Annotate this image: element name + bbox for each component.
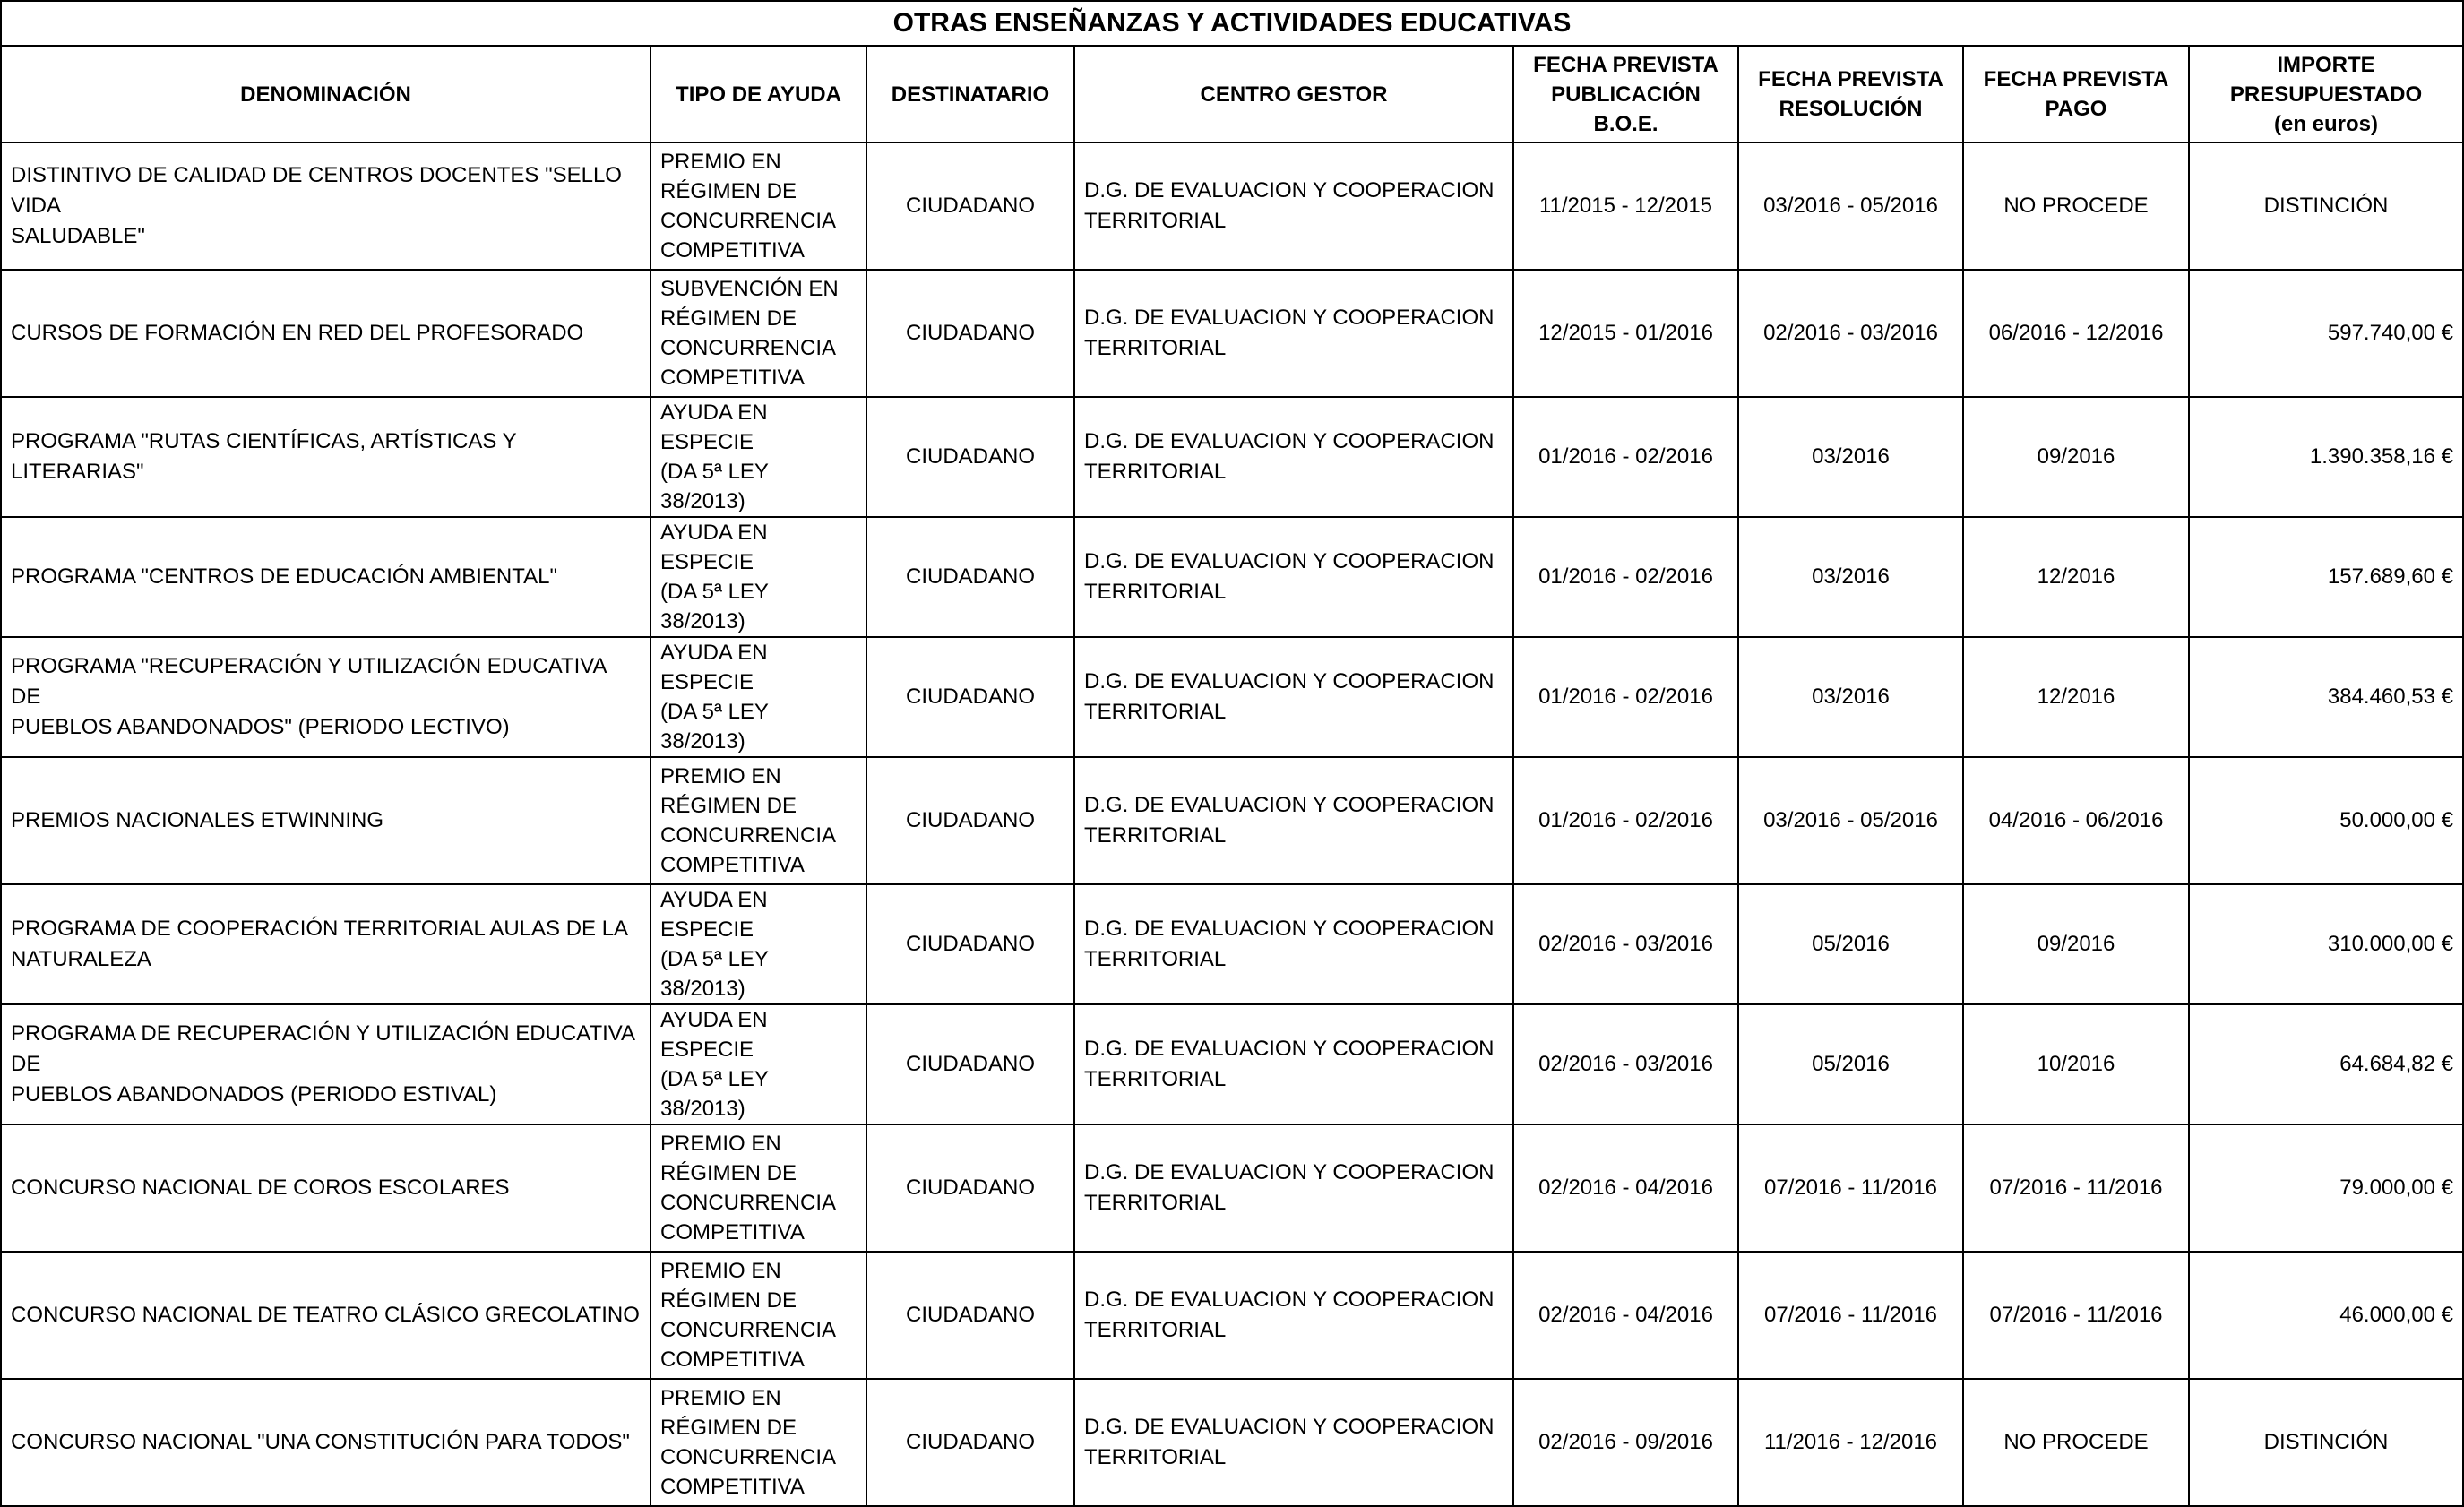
- cell-centro-gestor: [1074, 1252, 1513, 1379]
- header-importe: [2189, 46, 2463, 142]
- cell-fecha-resolucion: 07/2016 - 11/2016: [1738, 1252, 1963, 1379]
- header-denominacion: DENOMINACIÓN: [1, 46, 650, 142]
- cell-fecha-resolucion: 03/2016 - 05/2016: [1738, 757, 1963, 884]
- cell-importe: 597.740,00 €: [2189, 270, 2463, 397]
- cell-tipo-ayuda-line: RÉGIMEN DE: [660, 306, 797, 331]
- cell-tipo-ayuda-line: COMPETITIVA: [660, 1475, 805, 1499]
- cell-centro-gestor-line: TERRITORIAL: [1084, 947, 1227, 971]
- cell-fecha-resolucion: 05/2016: [1738, 1004, 1963, 1124]
- cell-centro-gestor-line: TERRITORIAL: [1084, 1067, 1227, 1091]
- cell-centro-gestor-line: D.G. DE EVALUACION Y COOPERACION: [1084, 917, 1495, 941]
- cell-fecha-pago: 06/2016 - 12/2016: [1963, 270, 2189, 397]
- cell-tipo-ayuda-line: AYUDA EN ESPECIE: [660, 888, 768, 942]
- cell-destinatario: CIUDADANO: [866, 637, 1074, 757]
- cell-fecha-boe: 01/2016 - 02/2016: [1513, 637, 1738, 757]
- cell-importe: 79.000,00 €: [2189, 1124, 2463, 1252]
- cell-tipo-ayuda-line: CONCURRENCIA: [660, 1191, 837, 1215]
- cell-denominacion-line: SALUDABLE": [11, 224, 145, 248]
- cell-tipo-ayuda-line: (DA 5ª LEY: [660, 1067, 769, 1091]
- header-destinatario: DESTINATARIO: [866, 46, 1074, 142]
- cell-denominacion-line: PUEBLOS ABANDONADOS (PERIODO ESTIVAL): [11, 1082, 497, 1107]
- cell-fecha-resolucion: 03/2016: [1738, 397, 1963, 517]
- cell-tipo-ayuda-line: PREMIO EN: [660, 1386, 781, 1410]
- cell-destinatario: CIUDADANO: [866, 517, 1074, 637]
- cell-fecha-boe: 02/2016 - 03/2016: [1513, 884, 1738, 1004]
- cell-fecha-boe: 02/2016 - 04/2016: [1513, 1252, 1738, 1379]
- header-line: PAGO: [2045, 97, 2107, 121]
- cell-centro-gestor-line: TERRITORIAL: [1084, 460, 1227, 484]
- table-row: [1, 142, 2463, 270]
- cell-destinatario: CIUDADANO: [866, 1252, 1074, 1379]
- cell-centro-gestor-line: TERRITORIAL: [1084, 700, 1227, 724]
- cell-denominacion-line: DISTINTIVO DE CALIDAD DE CENTROS DOCENTES "SELLO VIDA: [11, 163, 622, 218]
- cell-tipo-ayuda-line: COMPETITIVA: [660, 1348, 805, 1372]
- cell-fecha-resolucion: 02/2016 - 03/2016: [1738, 270, 1963, 397]
- table-body: [1, 142, 2463, 1506]
- cell-tipo-ayuda: [650, 142, 866, 270]
- table-row: [1, 1379, 2463, 1506]
- cell-denominacion: [1, 1379, 650, 1506]
- header-line: RESOLUCIÓN: [1779, 97, 1923, 121]
- cell-destinatario: CIUDADANO: [866, 1004, 1074, 1124]
- header-line: PUBLICACIÓN: [1551, 82, 1701, 107]
- cell-tipo-ayuda: [650, 884, 866, 1004]
- cell-fecha-pago: 07/2016 - 11/2016: [1963, 1124, 2189, 1252]
- cell-tipo-ayuda-line: (DA 5ª LEY: [660, 700, 769, 724]
- cell-denominacion-line: PROGRAMA "RECUPERACIÓN Y UTILIZACIÓN EDUCATIVA DE: [11, 654, 607, 709]
- cell-tipo-ayuda-line: COMPETITIVA: [660, 366, 805, 390]
- cell-denominacion-line: CONCURSO NACIONAL DE COROS ESCOLARES: [11, 1175, 510, 1200]
- header-line: FECHA PREVISTA: [1758, 67, 1943, 91]
- cell-importe: 384.460,53 €: [2189, 637, 2463, 757]
- cell-tipo-ayuda-line: PREMIO EN: [660, 1132, 781, 1156]
- cell-tipo-ayuda-line: PREMIO EN: [660, 764, 781, 788]
- cell-denominacion-line: PREMIOS NACIONALES ETWINNING: [11, 808, 384, 832]
- cell-centro-gestor: [1074, 1379, 1513, 1506]
- cell-tipo-ayuda: [650, 270, 866, 397]
- header-fecha-boe: [1513, 46, 1738, 142]
- cell-tipo-ayuda-line: CONCURRENCIA: [660, 1445, 837, 1469]
- cell-fecha-pago: 10/2016: [1963, 1004, 2189, 1124]
- table-row: [1, 884, 2463, 1004]
- cell-destinatario: CIUDADANO: [866, 270, 1074, 397]
- cell-tipo-ayuda-line: AYUDA EN ESPECIE: [660, 641, 768, 694]
- table-row: [1, 270, 2463, 397]
- cell-fecha-boe: 01/2016 - 02/2016: [1513, 517, 1738, 637]
- cell-denominacion-line: PROGRAMA DE RECUPERACIÓN Y UTILIZACIÓN EDUCATIVA DE: [11, 1021, 634, 1076]
- cell-fecha-boe: 02/2016 - 09/2016: [1513, 1379, 1738, 1506]
- cell-denominacion: [1, 1004, 650, 1124]
- cell-tipo-ayuda: [650, 1124, 866, 1252]
- cell-fecha-pago: 09/2016: [1963, 397, 2189, 517]
- table-row: [1, 757, 2463, 884]
- cell-denominacion-line: CONCURSO NACIONAL DE TEATRO CLÁSICO GRECOLATINO: [11, 1303, 640, 1327]
- cell-tipo-ayuda-line: (DA 5ª LEY: [660, 580, 769, 604]
- cell-tipo-ayuda: [650, 1252, 866, 1379]
- cell-centro-gestor-line: TERRITORIAL: [1084, 1191, 1227, 1215]
- header-fecha-resolucion: [1738, 46, 1963, 142]
- cell-fecha-resolucion: 05/2016: [1738, 884, 1963, 1004]
- table-row: [1, 1124, 2463, 1252]
- cell-denominacion-line: CONCURSO NACIONAL "UNA CONSTITUCIÓN PARA TODOS": [11, 1430, 630, 1454]
- cell-centro-gestor: [1074, 637, 1513, 757]
- cell-fecha-boe: 02/2016 - 03/2016: [1513, 1004, 1738, 1124]
- cell-destinatario: CIUDADANO: [866, 884, 1074, 1004]
- cell-tipo-ayuda-line: 38/2013): [660, 489, 745, 513]
- cell-tipo-ayuda-line: (DA 5ª LEY: [660, 947, 769, 971]
- cell-denominacion: [1, 397, 650, 517]
- cell-tipo-ayuda-line: AYUDA EN ESPECIE: [660, 521, 768, 574]
- cell-centro-gestor-line: TERRITORIAL: [1084, 209, 1227, 233]
- cell-destinatario: CIUDADANO: [866, 397, 1074, 517]
- cell-importe: 157.689,60 €: [2189, 517, 2463, 637]
- header-line: PRESUPUESTADO: [2229, 82, 2423, 107]
- cell-centro-gestor: [1074, 517, 1513, 637]
- cell-centro-gestor: [1074, 1124, 1513, 1252]
- cell-importe: 46.000,00 €: [2189, 1252, 2463, 1379]
- cell-centro-gestor-line: D.G. DE EVALUACION Y COOPERACION: [1084, 1287, 1495, 1312]
- header-line: (en euros): [2274, 111, 2379, 136]
- cell-tipo-ayuda-line: CONCURRENCIA: [660, 1318, 837, 1342]
- cell-centro-gestor: [1074, 884, 1513, 1004]
- cell-fecha-pago: 07/2016 - 11/2016: [1963, 1252, 2189, 1379]
- cell-denominacion: [1, 517, 650, 637]
- cell-tipo-ayuda-line: 38/2013): [660, 977, 745, 1001]
- cell-centro-gestor-line: D.G. DE EVALUACION Y COOPERACION: [1084, 429, 1495, 453]
- table-row: [1, 1004, 2463, 1124]
- table-row: [1, 397, 2463, 517]
- cell-tipo-ayuda-line: AYUDA EN ESPECIE: [660, 1008, 768, 1062]
- cell-fecha-pago: NO PROCEDE: [1963, 142, 2189, 270]
- cell-centro-gestor-line: D.G. DE EVALUACION Y COOPERACION: [1084, 669, 1495, 693]
- cell-tipo-ayuda-line: SUBVENCIÓN EN: [660, 277, 839, 301]
- cell-tipo-ayuda: [650, 1004, 866, 1124]
- header-fecha-pago: [1963, 46, 2189, 142]
- cell-tipo-ayuda-line: RÉGIMEN DE: [660, 1416, 797, 1440]
- cell-centro-gestor-line: D.G. DE EVALUACION Y COOPERACION: [1084, 178, 1495, 202]
- cell-denominacion-line: CURSOS DE FORMACIÓN EN RED DEL PROFESORADO: [11, 321, 584, 345]
- cell-tipo-ayuda: [650, 1379, 866, 1506]
- table-row: [1, 517, 2463, 637]
- cell-denominacion: [1, 637, 650, 757]
- cell-denominacion: [1, 884, 650, 1004]
- cell-centro-gestor: [1074, 270, 1513, 397]
- cell-centro-gestor-line: D.G. DE EVALUACION Y COOPERACION: [1084, 1415, 1495, 1439]
- header-line: FECHA PREVISTA: [1533, 52, 1719, 77]
- cell-fecha-pago: 09/2016: [1963, 884, 2189, 1004]
- header-tipo-ayuda: TIPO DE AYUDA: [650, 46, 866, 142]
- cell-fecha-resolucion: 03/2016: [1738, 637, 1963, 757]
- cell-centro-gestor-line: TERRITORIAL: [1084, 823, 1227, 848]
- cell-tipo-ayuda-line: RÉGIMEN DE: [660, 179, 797, 203]
- cell-tipo-ayuda-line: CONCURRENCIA: [660, 823, 837, 848]
- cell-tipo-ayuda-line: COMPETITIVA: [660, 853, 805, 877]
- header-centro-gestor: CENTRO GESTOR: [1074, 46, 1513, 142]
- cell-tipo-ayuda-line: AYUDA EN ESPECIE: [660, 400, 768, 454]
- cell-centro-gestor: [1074, 1004, 1513, 1124]
- table-row: [1, 1252, 2463, 1379]
- cell-destinatario: CIUDADANO: [866, 1379, 1074, 1506]
- cell-tipo-ayuda-line: RÉGIMEN DE: [660, 794, 797, 818]
- cell-fecha-boe: 01/2016 - 02/2016: [1513, 757, 1738, 884]
- cell-importe: DISTINCIÓN: [2189, 142, 2463, 270]
- cell-centro-gestor: [1074, 757, 1513, 884]
- cell-tipo-ayuda-line: RÉGIMEN DE: [660, 1288, 797, 1313]
- cell-denominacion: [1, 270, 650, 397]
- header-line: B.O.E.: [1593, 111, 1658, 136]
- cell-denominacion-line: NATURALEZA: [11, 947, 151, 971]
- cell-fecha-pago: NO PROCEDE: [1963, 1379, 2189, 1506]
- cell-tipo-ayuda-line: COMPETITIVA: [660, 238, 805, 263]
- cell-fecha-pago: 12/2016: [1963, 517, 2189, 637]
- cell-centro-gestor-line: D.G. DE EVALUACION Y COOPERACION: [1084, 793, 1495, 817]
- cell-centro-gestor-line: D.G. DE EVALUACION Y COOPERACION: [1084, 549, 1495, 573]
- header-row: [1, 46, 2463, 142]
- table-row: [1, 637, 2463, 757]
- cell-destinatario: CIUDADANO: [866, 142, 1074, 270]
- cell-importe: DISTINCIÓN: [2189, 1379, 2463, 1506]
- cell-centro-gestor-line: D.G. DE EVALUACION Y COOPERACION: [1084, 1037, 1495, 1061]
- cell-fecha-resolucion: 03/2016 - 05/2016: [1738, 142, 1963, 270]
- cell-denominacion-line: PUEBLOS ABANDONADOS" (PERIODO LECTIVO): [11, 715, 510, 739]
- cell-fecha-boe: 01/2016 - 02/2016: [1513, 397, 1738, 517]
- cell-tipo-ayuda-line: COMPETITIVA: [660, 1220, 805, 1244]
- cell-importe: 64.684,82 €: [2189, 1004, 2463, 1124]
- cell-tipo-ayuda: [650, 757, 866, 884]
- cell-tipo-ayuda-line: 38/2013): [660, 609, 745, 633]
- cell-denominacion-line: PROGRAMA "CENTROS DE EDUCACIÓN AMBIENTAL": [11, 564, 558, 589]
- cell-centro-gestor-line: D.G. DE EVALUACION Y COOPERACION: [1084, 1160, 1495, 1184]
- cell-denominacion: [1, 1124, 650, 1252]
- cell-fecha-boe: 12/2015 - 01/2016: [1513, 270, 1738, 397]
- cell-importe: 1.390.358,16 €: [2189, 397, 2463, 517]
- cell-destinatario: CIUDADANO: [866, 1124, 1074, 1252]
- cell-importe: 50.000,00 €: [2189, 757, 2463, 884]
- cell-tipo-ayuda-line: RÉGIMEN DE: [660, 1161, 797, 1185]
- cell-centro-gestor-line: TERRITORIAL: [1084, 1445, 1227, 1469]
- cell-tipo-ayuda: [650, 637, 866, 757]
- cell-tipo-ayuda: [650, 517, 866, 637]
- cell-tipo-ayuda-line: PREMIO EN: [660, 150, 781, 174]
- cell-denominacion: [1, 757, 650, 884]
- cell-denominacion-line: PROGRAMA "RUTAS CIENTÍFICAS, ARTÍSTICAS Y LITERARIAS": [11, 429, 517, 484]
- cell-fecha-boe: 11/2015 - 12/2015: [1513, 142, 1738, 270]
- cell-denominacion: [1, 1252, 650, 1379]
- cell-centro-gestor: [1074, 142, 1513, 270]
- cell-denominacion: [1, 142, 650, 270]
- cell-centro-gestor-line: TERRITORIAL: [1084, 336, 1227, 360]
- cell-fecha-resolucion: 03/2016: [1738, 517, 1963, 637]
- cell-centro-gestor-line: TERRITORIAL: [1084, 1318, 1227, 1342]
- header-line: IMPORTE: [2277, 52, 2375, 77]
- cell-tipo-ayuda-line: CONCURRENCIA: [660, 209, 837, 233]
- table-title: OTRAS ENSEÑANZAS Y ACTIVIDADES EDUCATIVAS: [1, 1, 2463, 46]
- cell-tipo-ayuda: [650, 397, 866, 517]
- header-line: FECHA PREVISTA: [1983, 67, 2169, 91]
- cell-tipo-ayuda-line: 38/2013): [660, 1097, 745, 1121]
- title-row: [1, 1, 2463, 46]
- cell-fecha-resolucion: 07/2016 - 11/2016: [1738, 1124, 1963, 1252]
- cell-centro-gestor-line: D.G. DE EVALUACION Y COOPERACION: [1084, 306, 1495, 330]
- cell-fecha-pago: 04/2016 - 06/2016: [1963, 757, 2189, 884]
- cell-centro-gestor-line: TERRITORIAL: [1084, 580, 1227, 604]
- cell-centro-gestor: [1074, 397, 1513, 517]
- cell-denominacion-line: PROGRAMA DE COOPERACIÓN TERRITORIAL AULAS DE LA: [11, 917, 629, 941]
- cell-fecha-pago: 12/2016: [1963, 637, 2189, 757]
- cell-tipo-ayuda-line: PREMIO EN: [660, 1259, 781, 1283]
- cell-fecha-resolucion: 11/2016 - 12/2016: [1738, 1379, 1963, 1506]
- cell-fecha-boe: 02/2016 - 04/2016: [1513, 1124, 1738, 1252]
- cell-importe: 310.000,00 €: [2189, 884, 2463, 1004]
- cell-destinatario: CIUDADANO: [866, 757, 1074, 884]
- cell-tipo-ayuda-line: 38/2013): [660, 729, 745, 754]
- cell-tipo-ayuda-line: CONCURRENCIA: [660, 336, 837, 360]
- cell-tipo-ayuda-line: (DA 5ª LEY: [660, 460, 769, 484]
